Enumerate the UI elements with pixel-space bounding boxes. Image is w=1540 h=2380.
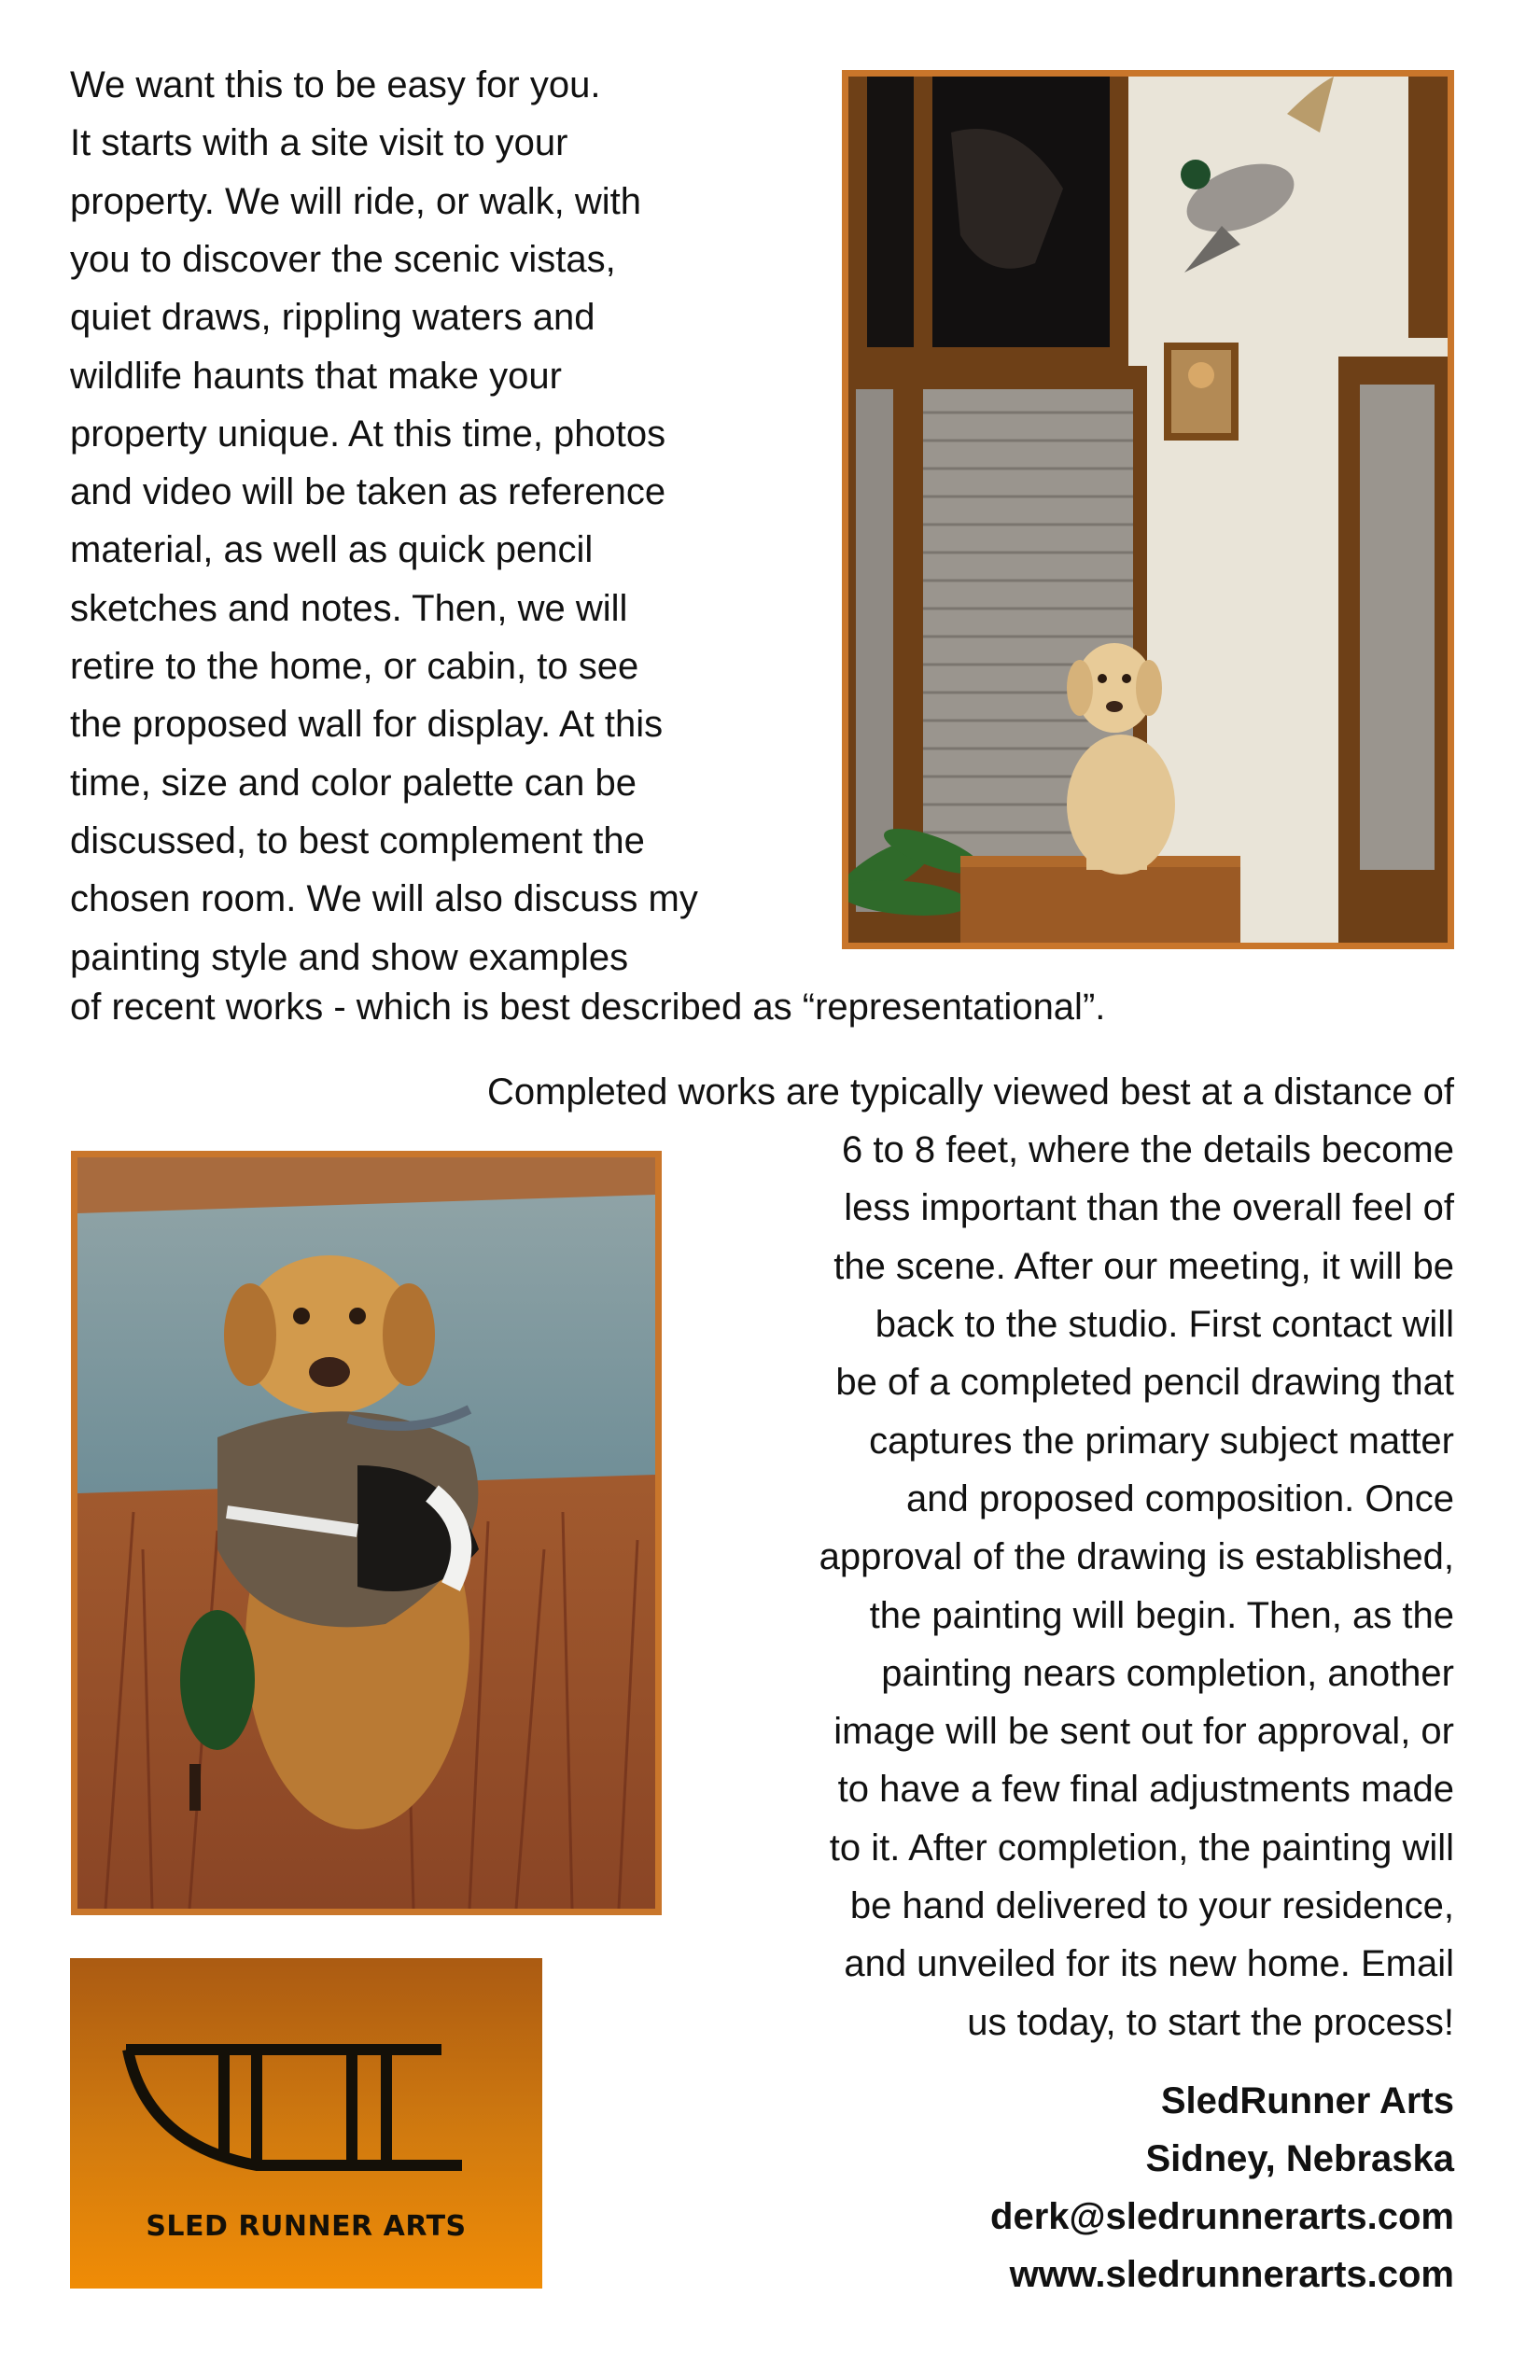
process-line: and unveiled for its new home. Email [844,1943,1454,1984]
dog-in-room-photo-illustration [848,77,1448,943]
contact-email[interactable]: derk@sledrunnerarts.com [990,2196,1454,2237]
logo-text: SLED RUNNER ARTS [146,2210,467,2243]
room-photo [842,70,1454,949]
business-name: SledRunner Arts [1160,2080,1454,2121]
intro-line: time, size and color palette can be [70,763,637,804]
sled-runner-logo [70,1958,542,2289]
intro-line: discussed, to best complement the [70,820,645,861]
intro-line: It starts with a site visit to your [70,122,568,163]
process-line: painting nears completion, another [881,1653,1454,1694]
intro-line: you to discover the scenic vistas, [70,239,616,280]
intro-line: the proposed wall for display. At this [70,704,664,745]
process-line: the scene. After our meeting, it will be [833,1246,1454,1287]
intro-line: We want this to be easy for you. [70,64,601,105]
intro-line: quiet draws, rippling waters and [70,297,595,338]
intro-line: painting style and show examples [70,937,629,978]
intro-line: wildlife haunts that make your [70,356,562,397]
dog-with-mallard-painting-illustration [77,1157,655,1909]
process-line: us today, to start the process! [967,2002,1454,2043]
process-line: and proposed composition. Once [905,1478,1454,1519]
intro-line: material, as well as quick pencil [70,529,594,570]
intro-line: property. We will ride, or walk, with [70,181,642,222]
process-line: less important than the overall feel of [844,1187,1454,1228]
process-line: approval of the drawing is established, [819,1536,1454,1577]
intro-line: property unique. At this time, photos [70,413,666,455]
process-line: image will be sent out for approval, or [833,1711,1454,1752]
process-line: to it. After completion, the painting will [829,1827,1454,1869]
intro-line: chosen room. We will also discuss my [70,878,698,919]
process-line: Completed works are typically viewed best at a distance of [486,1071,1454,1113]
intro-line: retire to the home, or cabin, to see [70,646,639,687]
process-line: be hand delivered to your residence, [849,1885,1454,1926]
contact-website[interactable]: www.sledrunnerarts.com [1009,2254,1454,2295]
process-line: back to the studio. First contact will [875,1304,1454,1345]
process-line: the painting will begin. Then, as the [869,1595,1454,1636]
intro-line: and video will be taken as reference [70,471,666,512]
intro-line: sketches and notes. Then, we will [70,588,628,629]
intro-line: of recent works - which is best described as “representational”. [70,987,1106,1028]
process-line: 6 to 8 feet, where the details become [842,1129,1454,1170]
painting-image [71,1151,662,1915]
business-location: Sidney, Nebraska [1145,2138,1454,2179]
process-line: captures the primary subject matter [869,1421,1454,1462]
process-line: be of a completed pencil drawing that [835,1362,1454,1403]
process-line: to have a few final adjustments made [837,1769,1454,1810]
